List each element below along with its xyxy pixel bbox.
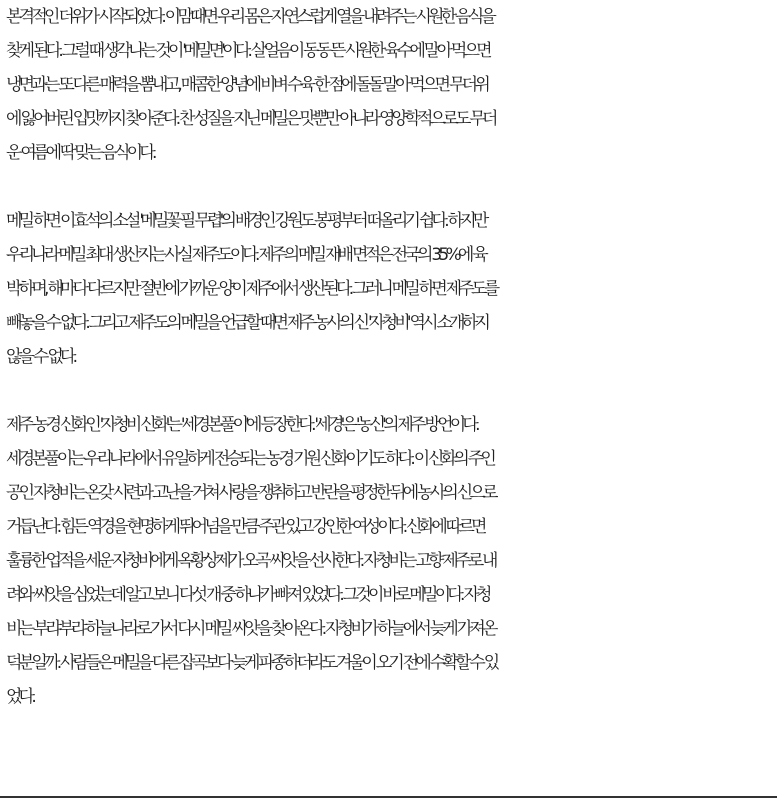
text-line: 냉면과는 또 다른 매력을 뽐내고, 매콤한 양념에 비벼 수육 한 점에 돌돌 말아 먹으면 무더위 xyxy=(6,75,487,95)
text-line: 세경본풀이는 우리나라에서 유일하게 전승되는 농경 기원 신화이기도 하다. 이 신화의 주인 xyxy=(6,449,494,469)
paragraph-summer-buckwheat xyxy=(6,0,777,170)
text-line: 본격적인 더위가 시작되었다. 이맘때면 우리 몸은 자연스럽게 열을 내려주는 시원한 음식을 xyxy=(6,7,494,27)
text-line: 빼놓을 수 없다. 그리고 제주도의 메밀을 언급할 때면 제주 농사의 신 '자청비' 역시 소개하지 xyxy=(6,313,488,333)
text-line: 박하며, 해마다 다르지만 절반에 가까운 양이 제주에서 생산된다. 그러니 메밀 하면 제주도를 xyxy=(6,279,497,299)
text-line: 제주 농경 신화인 '자청비 신화'는 '세경본풀이'에 등장한다. '세경'은 '농신'의 제주 방언이다. xyxy=(6,415,477,435)
article-body xyxy=(6,0,777,714)
paragraph-spacer xyxy=(6,374,777,408)
text-line: 훌륭한 업적을 세운 자청비에게 옥황상제가 오곡 씨앗을 선사한다. 자청비는 고향 제주로 내 xyxy=(6,551,495,571)
text-line: 운 여름에 딱 맞는 음식이다. xyxy=(6,143,154,163)
text-line: 비는 부랴부랴 하늘나라로 가서 다시 메밀 씨앗을 찾아온다. 자청비가 하늘에서 늦게 가져온 xyxy=(6,619,495,639)
paragraph-jacheongbi-myth xyxy=(6,408,777,714)
text-line: 찾게 된다. 그럴 때 생각나는 것이 '메밀면'이다. 살얼음이 동동 뜬 시원한 육수에 말아 먹으면 xyxy=(6,41,489,61)
text-line: 않을 수 없다. xyxy=(6,347,75,367)
text-line: 에 잃어버린 입맛까지 찾아준다. 찬 성질을 지닌 메밀은 맛뿐만 아니라 영양학적으로도 무더 xyxy=(6,109,495,129)
paragraph-jeju-production xyxy=(6,204,777,374)
text-line: 었다. xyxy=(6,687,33,707)
text-line: 덕분일까. 사람들은 메밀을 다른 잡곡보다 늦게 파종하더라도 겨울이 오기 전에 수확할 수 있 xyxy=(6,653,497,673)
text-line: 메밀 하면 이효석의 소설 '메밀꽃 필 무렵'의 배경인 강원도 봉평부터 떠올리기 쉽다. 하지만 xyxy=(6,211,486,231)
text-line: 거듭난다. 힘든 역경을 현명하게 뛰어넘을 만큼 주관 있고 강인한 여성이다. 신화에 따르면 xyxy=(6,517,484,537)
bottom-divider xyxy=(0,796,777,798)
paragraph-spacer xyxy=(6,170,777,204)
text-line: 우리나라 메밀 최대 생산지는 사실 제주도이다. 제주의 메밀 재배 면적은 전국의 35%에 육 xyxy=(6,245,485,265)
text-line: 려와 씨앗을 심었는데 알고 보니 다섯 개 중 하나가 빠져 있었다. 그것이 바로 메밀이다. 자청 xyxy=(6,585,489,605)
text-line: 공인 자청비는 온갖 시련과 고난을 거쳐 사랑을 쟁취하고 반란을 평정한 뒤에 농사의 신으로 xyxy=(6,483,495,503)
